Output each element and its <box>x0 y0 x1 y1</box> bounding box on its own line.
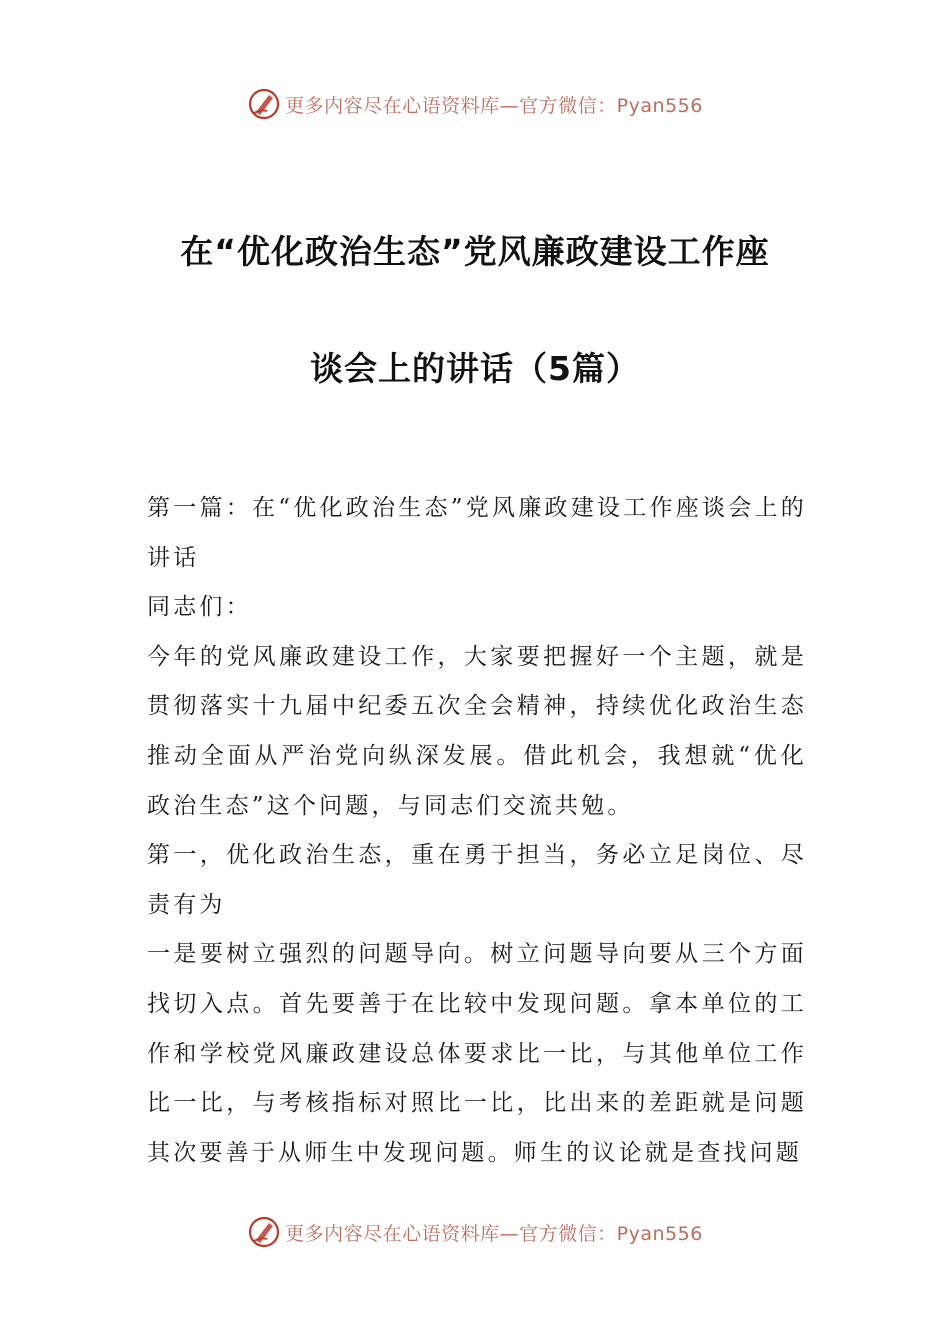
paragraph: 第一篇：在“优化政治生态”党风廉政建设工作座谈会上的讲话 <box>147 495 807 571</box>
pen-logo-icon <box>247 87 281 121</box>
pen-logo-icon <box>247 1215 281 1249</box>
watermark-text: 更多内容尽在心语资料库—官方微信：Pyan556 <box>285 94 703 117</box>
paragraph: 今年的党风廉政建设工作，大家要把握好一个主题，就是贯彻落实十九届中纪委五次全会精神，持续优化政治生态推动全面从严治党向纵深发展。借此机会，我想就“优化政治生态”这个问题，与同志们交流共勉。 <box>147 643 807 819</box>
document-title-line2: 谈会上的讲话（5篇） <box>310 349 640 388</box>
header-watermark <box>0 84 950 124</box>
paragraph: 一是要树立强烈的问题导向。树立问题导向要从三个方面找切入点。首先要善于在比较中发现问题。拿本单位的工作和学校党风廉政建设总体要求比一比，与其他单位工作比一比，与考核指标对照比一比，比出来的差距就是问题其次要善于从师生中发现问题。师生的议论就是查找问题 <box>147 941 807 1166</box>
paragraph: 第一，优化政治生态，重在勇于担当，务必立足岗位、尽责有为 <box>147 842 807 918</box>
paragraph: 同志们： <box>147 594 252 621</box>
document-body <box>147 484 807 1178</box>
document-title-line1: 在“优化政治生态”党风廉政建设工作座 <box>180 232 770 271</box>
watermark-text: 更多内容尽在心语资料库—官方微信：Pyan556 <box>285 1222 703 1245</box>
footer-watermark <box>0 1212 950 1252</box>
